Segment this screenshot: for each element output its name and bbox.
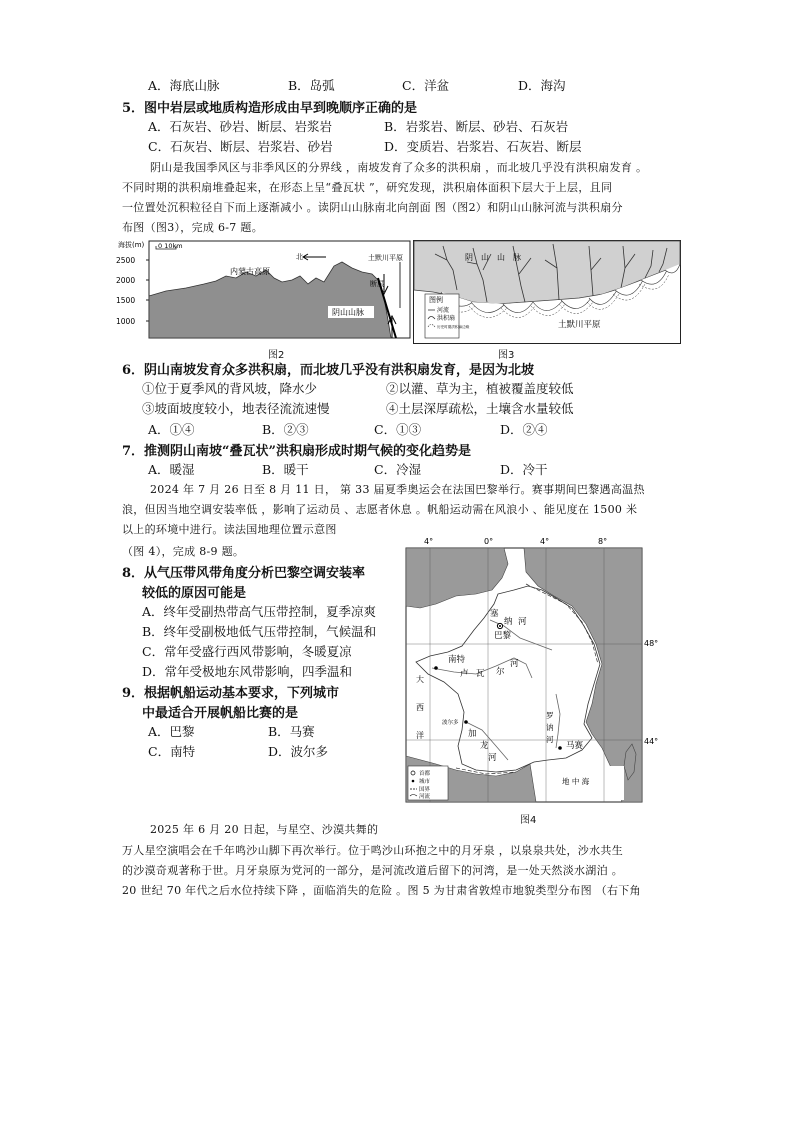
fig4-marseille-marker [558,746,562,750]
fig4-caption: 图4 [520,815,537,826]
passage1-line3: 一位置处沉积粒径自下而上逐渐减小 。读阴山山脉南北向剖面 图（图2）和阴山山脉河流与洪积扇分 [122,201,623,214]
fig4-label-marseille: 马赛 [566,741,584,751]
passage2-line2: 浪，但因当地空调安装率低 ，影响了运动员 、志愿者休息 。帆船运动需在风浪小 、能见度在 1500 米 [122,503,638,516]
fig2-plateau-label: 内蒙古高原 [230,267,270,276]
fig4-lat-label: 44° [644,737,659,746]
capital-legend-icon [411,771,415,775]
passage2-line3: 以上的环境中进行。读法国地理位置示意图 [122,523,337,536]
fig4-label-paris: 巴黎 [494,631,512,641]
q4-option-c: C．洋盆 [402,78,450,93]
q9-option-b: B．马赛 [268,724,315,739]
q9-stem-line2: 中最适合开展帆船比赛的是 [142,706,299,721]
passage1-line4: 布图（图3），完成 6-7 题。 [122,221,264,234]
fig2-ytick: 2000 [116,276,136,285]
fig2-north: 北 [296,253,303,261]
fig4-legend-border: 国界 [419,787,431,793]
q8-option-d: D．常年受极地东风带影响，四季温和 [142,664,353,679]
q4-option-d: D．海沟 [518,78,566,93]
passage3-line1: 2025 年 6 月 20 日起，与星空、沙漠共舞的 [150,823,379,836]
fig4-bordeaux-marker [464,720,468,724]
fig4-legend-river: 河流 [419,794,431,800]
fig4-label-garonne: 加 [468,729,477,739]
fig4-label-rhone: 讷 [546,723,554,732]
q4-option-b: B．岛弧 [288,78,335,93]
q9-option-c: C．南特 [148,744,196,759]
passage1-line2: 不同时期的洪积扇堆叠起来，在形态上呈“叠瓦状 ”，研究发现，洪积扇体面积下层大于上层，且同 [122,181,613,194]
q8-option-a: A．终年受副热带高气压带控制，夏季凉爽 [142,604,377,619]
q5-option-a: A．石灰岩、砂岩、断层、岩浆岩 [148,119,333,134]
fig4-label-rhone: 罗 [546,711,554,720]
fig4-lon-label: 0° [484,537,494,546]
q5-option-c: C．石灰岩、断层、岩浆岩、砂岩 [148,139,333,154]
q6-option-b: B．②③ [262,422,309,437]
fig3-legend-title: 图例 [429,296,443,304]
passage2-line4: （图 4），完成 8-9 题。 [122,545,245,558]
fig4-lon-label: 8° [598,537,608,546]
fig2-plain-label: 土默川平原 [368,254,403,262]
figure-4-france-map [396,534,672,806]
q9-stem-line1: 9．根据帆船运动基本要求，下列城市 [122,686,340,701]
figure-2-profile [116,238,412,346]
q6-stem: 6．阴山南坡发育众多洪积扇，而北坡几乎没有洪积扇发育，是因为北坡 [122,363,535,378]
q8-stem-line1: 8．从气压带风带角度分析巴黎空调安装率 [122,566,366,581]
fig4-label-loire: 卢 [460,669,469,679]
fig2-ytick: 2500 [116,256,136,265]
fig4-label-seine: 纳 [504,617,513,627]
fig3-caption: 图3 [498,350,515,361]
q6-statement-3: ③坡面坡度较小，地表径流流速慢 [142,401,330,416]
fig4-label-loire: 瓦 [476,669,485,679]
q6-statement-1: ①位于夏季风的背风坡，降水少 [142,381,318,396]
city-legend-icon [412,780,415,783]
fig4-label-atlantic: 大 [416,675,424,684]
fig4-label-rhone: 河 [546,735,554,744]
q6-option-a: A．①④ [148,422,195,437]
q5-option-d: D．变质岩、岩浆岩、石灰岩、断层 [384,139,582,154]
figure-3-map [413,240,681,344]
fig4-label-garonne: 河 [488,753,497,763]
q5-option-b: B．岩浆岩、断层、砂岩、石灰岩 [384,119,569,134]
fig4-label-atlantic: 西 [416,703,424,712]
fig2-mountain-label: 阴山山脉 [332,308,364,317]
passage3-line3: 的沙漠奇观著称于世。月牙泉原为党河的一部分，是河流改道后留下的河湾，是一处天然淡水湖泊 。 [122,864,623,877]
passage1-line1: 阴山是我国季风区与非季风区的分界线 ，南坡发育了众多的洪积扇 ，而北坡几乎没有洪积扇发育 。 [150,161,648,174]
fig4-label-nantes: 南特 [448,655,466,665]
q6-statement-4: ④土层深厚疏松，土壤含水量较低 [386,401,574,416]
fig4-lon-label: 4° [540,537,550,546]
q4-option-a: A．海底山脉 [148,78,220,93]
q9-option-a: A．巴黎 [148,724,195,739]
fig4-legend-city: 城市 [419,779,431,785]
q9-option-d: D．波尔多 [268,744,329,759]
fig3-plain-label: 土默川平原 [558,320,601,330]
q7-option-b: B．暖干 [262,462,309,477]
fig2-caption: 图2 [268,350,285,361]
fig4-lon-label: 4° [424,537,434,546]
q6-option-d: D．②④ [500,422,548,437]
q7-option-a: A．暖湿 [148,462,195,477]
fig4-nantes-marker [434,666,438,670]
fig4-label-seine: 河 [518,617,527,627]
passage3-line2: 万人星空演唱会在千年鸣沙山脚下再次举行。位于鸣沙山环抱之中的月牙泉 ，以泉泉共处，沙水共生 [122,844,623,857]
fig2-ytick: 1500 [116,296,136,305]
q7-option-d: D．冷干 [500,462,548,477]
fig2-yaxis-title: 海拔(m) [118,241,145,249]
q6-statement-2: ②以灌、草为主，植被覆盖度较低 [386,381,574,396]
fig3-mountain-label: 阴 山 山 脉 [465,253,521,262]
fig4-label-bordeaux: 波尔多 [442,720,459,726]
fig4-label-seine: 塞 [490,609,499,619]
q8-option-c: C．常年受盛行西风带影响，冬暖夏凉 [142,644,352,659]
fig4-label-garonne: 龙 [480,741,489,751]
fig4-label-loire: 尔 [496,667,505,677]
fig2-ytick: 1000 [116,317,136,326]
q6-option-c: C．①③ [374,422,422,437]
q7-stem: 7．推测阴山南坡“叠瓦状”洪积扇形成时期气候的变化趋势是 [122,444,472,459]
fig3-legend-old-fan: 历史时期洪积扇边缘 [437,325,470,329]
q5-stem: 5．图中岩层或地质构造形成由早到晚顺序正确的是 [122,101,418,116]
passage3-line4: 20 世纪 70 年代之后水位持续下降 ，面临消失的危险 。图 5 为甘肃省敦煌市地貌类型分布图 （右下角 [122,884,641,897]
q8-option-b: B．终年受副极地低气压带控制，气候温和 [142,624,377,639]
q7-option-c: C．冷湿 [374,462,422,477]
fig4-lat-label: 48° [644,639,659,648]
fig3-legend-fan: 洪积扇 [437,315,456,322]
fig4-label-mediterranean: 地 中 海 [562,777,590,786]
q8-stem-line2: 较低的原因可能是 [142,586,247,601]
fig4-legend-capital: 首都 [419,771,431,777]
fig2-scale: 0 10km [158,242,183,250]
passage2-line1: 2024 年 7 月 26 日至 8 月 11 日， 第 33 届夏季奥运会在法国巴黎举行。赛事期间巴黎遇高温热 [150,483,645,496]
fig2-fault-label: 断层 [370,280,384,288]
fig3-legend-river: 河流 [437,307,450,314]
fig4-label-loire: 河 [510,659,519,669]
fig4-label-atlantic: 洋 [416,731,424,740]
